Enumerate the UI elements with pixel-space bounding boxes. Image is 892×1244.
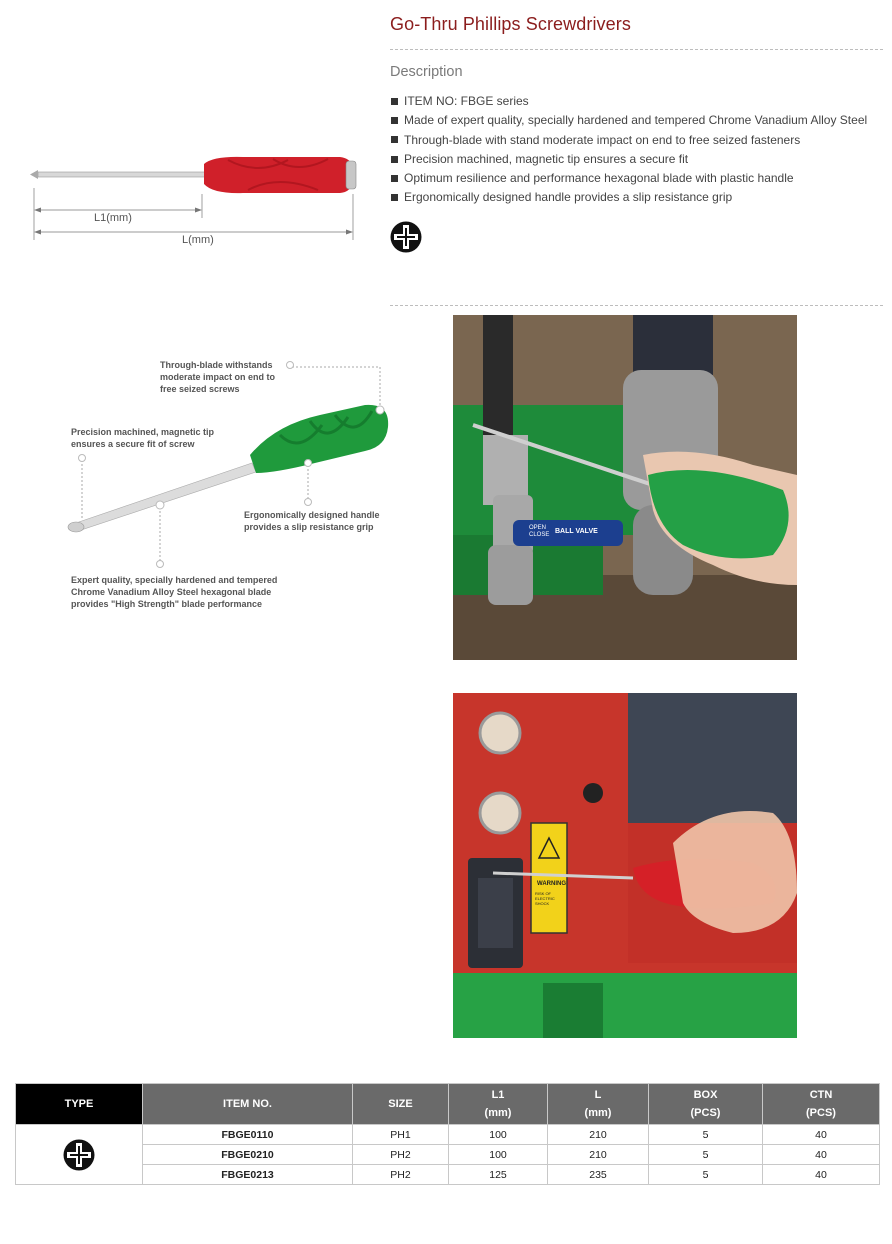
header-ctn: CTN (PCS): [763, 1084, 880, 1125]
box-cell: 5: [649, 1125, 763, 1145]
control-panel-scene: [453, 693, 797, 1038]
l1-cell: 125: [449, 1165, 548, 1185]
specs-table: [15, 1083, 880, 1185]
feature-item: Made of expert quality, specially hardened and tempered Chrome Vanadium Alloy Steel: [390, 111, 867, 130]
ctn-cell: 40: [763, 1125, 880, 1145]
bullet-square-icon: [391, 156, 398, 163]
bullet-square-icon: [391, 136, 398, 143]
feature-item: ITEM NO: FBGE series: [390, 92, 867, 111]
box-cell: 5: [649, 1165, 763, 1185]
bullet-square-icon: [391, 117, 398, 124]
size-cell: PH2: [353, 1145, 449, 1165]
l-cell: 210: [548, 1145, 649, 1165]
page-title: Go-Thru Phillips Screwdrivers: [390, 14, 631, 34]
item-no-cell: FBGE0213: [143, 1165, 353, 1185]
ball-valve-scene: [453, 315, 797, 660]
type-cell: [16, 1125, 143, 1185]
ctn-cell: 40: [763, 1165, 880, 1185]
l1-cell: 100: [449, 1145, 548, 1165]
callout-through-blade: Through-blade withstands moderate impact on end to free seized screws: [160, 360, 276, 394]
description-heading: Description: [390, 64, 463, 80]
feature-list: [390, 92, 867, 208]
callout-ergonomic-handle: Ergonomically designed handle provides a slip resistance grip: [244, 510, 380, 532]
callout-precision-tip: Precision machined, magnetic tip ensures a secure fit of screw: [71, 427, 215, 449]
l-cell: 210: [548, 1125, 649, 1145]
header-l: L (mm): [548, 1084, 649, 1125]
title-divider: [390, 49, 883, 50]
warning-sign-subtitle: RISK OF ELECTRIC SHOCK: [535, 891, 555, 906]
specs-header-row: [16, 1084, 880, 1125]
phillips-cross-icon: [390, 221, 422, 253]
bullet-square-icon: [391, 98, 398, 105]
section-divider: [390, 305, 883, 306]
bullet-square-icon: [391, 194, 398, 201]
callout-expert-quality: Expert quality, specially hardened and tempered Chrome Vanadium Alloy Steel hexagonal blade provides "High Strength" blade performance: [71, 575, 278, 609]
ctn-cell: 40: [763, 1145, 880, 1165]
l1-cell: 100: [449, 1125, 548, 1145]
size-cell: PH1: [353, 1125, 449, 1145]
l-cell: 235: [548, 1165, 649, 1185]
item-no-cell: FBGE0210: [143, 1145, 353, 1165]
table-row: [16, 1165, 880, 1185]
l-dimension-label: L(mm): [182, 234, 214, 246]
ball-valve-label: BALL VALVE: [555, 528, 598, 535]
bullet-square-icon: [391, 175, 398, 182]
size-cell: PH2: [353, 1165, 449, 1185]
table-row: [16, 1145, 880, 1165]
header-size: SIZE: [353, 1084, 449, 1125]
phillips-cross-icon: [63, 1139, 95, 1171]
table-row: [16, 1125, 880, 1145]
feature-item: Through-blade with stand moderate impact on end to free seized fasteners: [390, 131, 867, 150]
feature-item: Optimum resilience and performance hexagonal blade with plastic handle: [390, 169, 867, 188]
item-no-cell: FBGE0110: [143, 1125, 353, 1145]
header-box: BOX (PCS): [649, 1084, 763, 1125]
header-item-no: ITEM NO.: [143, 1084, 353, 1125]
l1-dimension-label: L1(mm): [94, 212, 132, 224]
ball-valve-open-close-label: OPEN CLOSE: [529, 525, 550, 538]
header-type: TYPE: [16, 1084, 143, 1125]
header-l1: L1 (mm): [449, 1084, 548, 1125]
feature-item: Precision machined, magnetic tip ensures a secure fit: [390, 150, 867, 169]
feature-item: Ergonomically designed handle provides a slip resistance grip: [390, 188, 867, 207]
box-cell: 5: [649, 1145, 763, 1165]
warning-sign-title: WARNING: [537, 881, 566, 887]
control-panel-photo: [453, 693, 797, 1038]
ball-valve-photo: [453, 315, 797, 660]
